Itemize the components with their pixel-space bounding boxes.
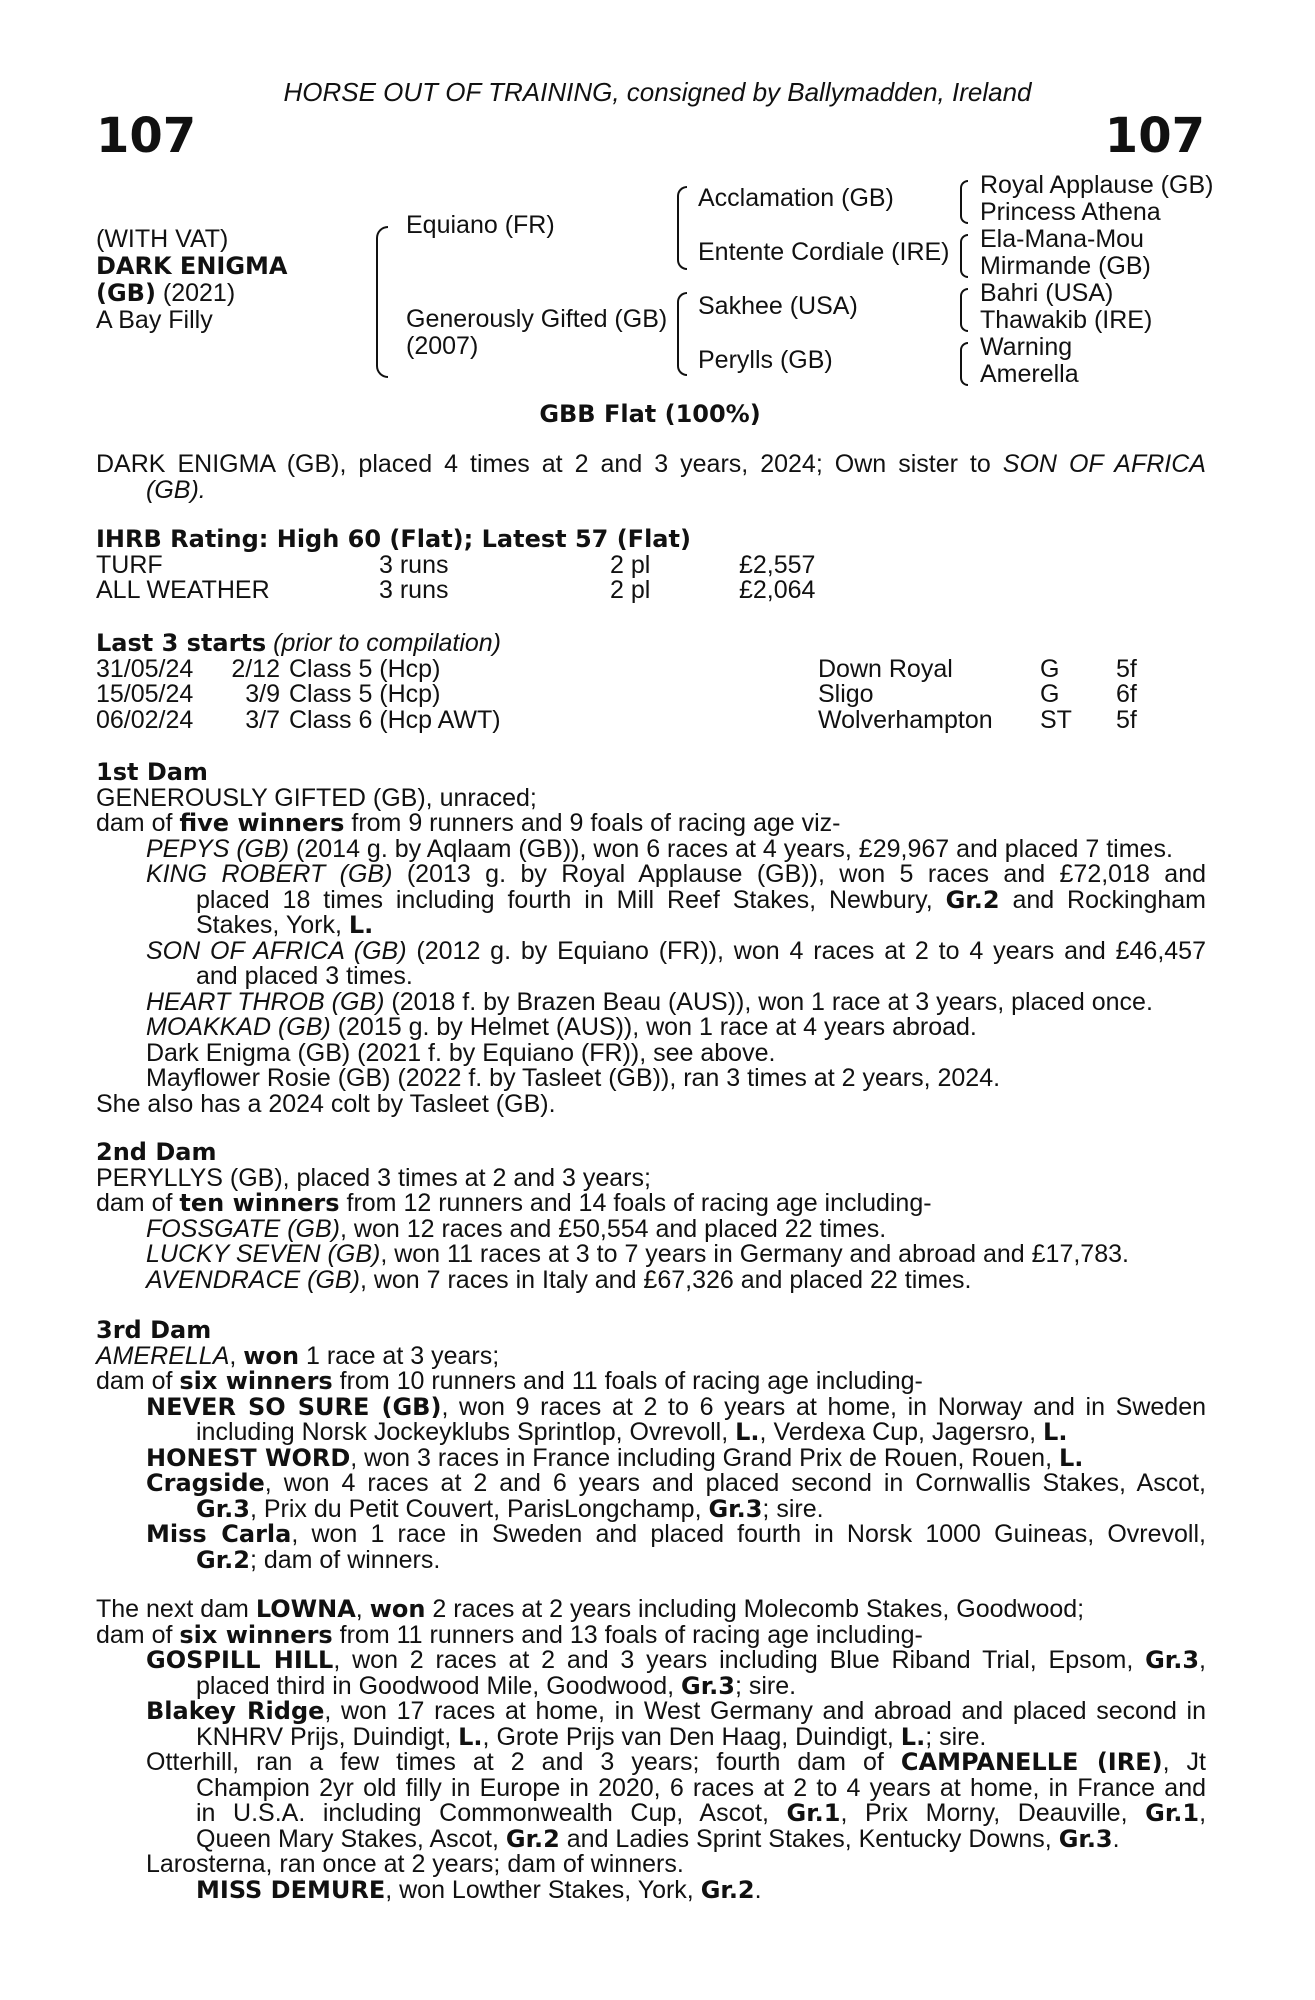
progeny-record: (2014 g. by Aqlaam (GB)), won 6 races at 4 years, £29,967 and placed 7 times. xyxy=(289,834,1173,863)
text: from 11 runners and 13 foals of racing age including- xyxy=(332,1620,923,1649)
brace-dd xyxy=(960,342,968,386)
second-dam-title: 2nd Dam xyxy=(96,1138,217,1166)
progeny-record: , xyxy=(1199,1646,1206,1674)
progeny-record: Queen Mary Stakes, Ascot, xyxy=(196,1824,506,1853)
progeny-name: AVENDRACE (GB) xyxy=(146,1265,360,1294)
grade: Gr.3 xyxy=(196,1494,250,1523)
pedigree-brace-1 xyxy=(376,226,388,378)
grade: Gr.2 xyxy=(196,1545,250,1574)
start-course: Wolverhampton xyxy=(818,705,993,734)
progeny-record: Champion 2yr old filly in Europe in 2020, 6 races at 2 to 4 years at home, in France and xyxy=(196,1773,1206,1802)
progeny-name: KING ROBERT (GB) xyxy=(146,860,393,888)
progeny-record: Mayflower Rosie (GB) (2022 f. by Tasleet (GB)), ran 3 times at 2 years, 2024. xyxy=(146,1064,1001,1092)
grade: L. xyxy=(900,1722,926,1751)
horse-year: (2021) xyxy=(155,279,236,307)
third-dam-block xyxy=(96,1318,1206,1573)
text: The next dam xyxy=(96,1595,256,1623)
progeny-record: ; sire. xyxy=(734,1671,797,1700)
next-dam-name: LOWNA xyxy=(255,1595,356,1623)
ihrb-title: IHRB Rating: High 60 (Flat); Latest 57 (Flat) xyxy=(96,525,691,553)
progeny-record: , won 7 races in Italy and £67,326 and placed 22 times. xyxy=(359,1265,972,1294)
grade: Gr.3 xyxy=(1145,1646,1200,1674)
pedigree-ss: Acclamation (GB) xyxy=(698,184,894,212)
ihrb-runs: 3 runs xyxy=(379,576,449,604)
progeny-record: (2015 g. by Helmet (AUS)), won 1 race at 4 years abroad. xyxy=(330,1013,977,1041)
progeny-record: , won 3 races in France including Grand Prix de Rouen, Rouen, xyxy=(350,1443,1059,1472)
progeny-record: Larosterna, ran once at 2 years; dam of winners. xyxy=(146,1850,684,1878)
grade: Gr.3 xyxy=(1058,1824,1113,1853)
pedigree-sd: Entente Cordiale (IRE) xyxy=(698,238,950,266)
ihrb-block xyxy=(96,527,1206,604)
text: , xyxy=(355,1595,370,1623)
text: dam of xyxy=(96,809,180,837)
grade: Gr.2 xyxy=(945,885,1000,914)
progeny-record: . xyxy=(754,1875,762,1904)
progeny-record: . xyxy=(1112,1824,1120,1853)
progeny-name: MISS DEMURE xyxy=(196,1875,386,1904)
ihrb-amount: £2,064 xyxy=(739,576,816,604)
first-dam-block xyxy=(96,760,1206,1117)
ihrb-row xyxy=(96,550,1206,579)
start-distance: 6f xyxy=(1116,680,1137,708)
grade: L. xyxy=(458,1722,483,1751)
progeny-name: PEPYS (GB) xyxy=(146,834,290,863)
progeny-record: ; sire. xyxy=(762,1494,824,1523)
winners-count: six winners xyxy=(179,1620,333,1649)
pedigree-sss: Royal Applause (GB) xyxy=(980,171,1214,199)
grade: Gr.1 xyxy=(786,1799,841,1827)
progeny-record: ; dam of winners. xyxy=(249,1545,441,1574)
grade: L. xyxy=(735,1418,760,1446)
start-course: Down Royal xyxy=(818,654,953,683)
winners-count: six winners xyxy=(179,1367,333,1395)
progeny-name: Miss Carla xyxy=(146,1520,292,1548)
text: from 10 runners and 11 foals of racing age including- xyxy=(332,1367,923,1395)
pedigree-dd: Perylls (GB) xyxy=(698,346,833,374)
last-starts-note: (prior to compilation) xyxy=(266,629,502,657)
progeny-record: , Grote Prijs van Den Haag, Duindigt, xyxy=(482,1722,901,1751)
start-date: 15/05/24 xyxy=(96,680,194,708)
pedigree-ssd: Princess Athena xyxy=(980,198,1161,226)
progeny-record: (2013 g. by Royal Applause (GB)), won 5 races and £72,018 and xyxy=(392,860,1207,888)
pedigree-sdd: Mirmande (GB) xyxy=(980,252,1151,280)
brace-sd xyxy=(960,234,968,278)
pedigree-ddd: Amerella xyxy=(980,360,1079,388)
progeny-name: CAMPANELLE (IRE) xyxy=(900,1748,1163,1776)
progeny-record: , Verdexa Cup, Jagersro, xyxy=(759,1418,1044,1446)
progeny-record: (2012 g. by Equiano (FR)), won 4 races at 2 to 4 years and £46,457 xyxy=(406,936,1206,965)
text: dam of xyxy=(96,1620,180,1649)
start-going: G xyxy=(1040,654,1060,683)
ihrb-runs: 3 runs xyxy=(379,550,449,579)
text: dam of xyxy=(96,1189,180,1217)
start-row xyxy=(96,705,1206,734)
progeny-record: , won 17 races at home, in West Germany and abroad and placed second in xyxy=(324,1697,1206,1725)
progeny-record: and placed 3 times. xyxy=(196,962,413,990)
summary-suffix: (GB). xyxy=(146,475,206,504)
won-label: won xyxy=(243,1341,300,1370)
progeny-record: KNHRV Prijs, Duindigt, xyxy=(196,1722,459,1751)
start-class: Class 5 (Hcp) xyxy=(289,654,441,683)
grade: Gr.3 xyxy=(708,1494,763,1523)
progeny-record: placed third in Goodwood Mile, Goodwood, xyxy=(196,1671,682,1700)
start-date: 06/02/24 xyxy=(96,705,194,734)
grade: Gr.3 xyxy=(681,1671,735,1700)
progeny-record: , won 11 races at 3 to 7 years in Germany and abroad and £17,783. xyxy=(380,1240,1129,1268)
progeny-record: , won 2 races at 2 and 3 years including Blue Riband Trial, Epsom, xyxy=(333,1646,1146,1674)
pedigree-brace-sire xyxy=(677,186,687,270)
progeny-name: MOAKKAD (GB) xyxy=(146,1013,331,1041)
start-position: 3/9 xyxy=(245,680,280,708)
progeny-name: HONEST WORD xyxy=(146,1443,351,1472)
first-dam-title: 1st Dam xyxy=(96,758,208,786)
text: , xyxy=(229,1341,244,1370)
progeny-record: and Ladies Sprint Stakes, Kentucky Downs, xyxy=(559,1824,1059,1853)
second-dam-name: PERYLLYS (GB), placed 3 times at 2 and 3 years; xyxy=(96,1163,651,1192)
ihrb-placed: 2 pl xyxy=(610,576,651,604)
next-dam-block xyxy=(96,1597,1206,1903)
pedigree-dds: Warning xyxy=(980,333,1073,361)
start-row xyxy=(96,654,1206,683)
progeny-name: GOSPILL HILL xyxy=(146,1646,334,1674)
summary-sister: SON OF AFRICA xyxy=(1002,450,1206,478)
progeny-name: HEART THROB (GB) xyxy=(146,987,385,1016)
start-position: 3/7 xyxy=(245,705,280,734)
progeny-record: ; sire. xyxy=(925,1722,987,1751)
lot-number-left: 107 xyxy=(96,108,197,164)
progeny-record: Stakes, York, xyxy=(196,911,349,939)
progeny-record: , won 1 race in Sweden and placed fourth in Norsk 1000 Guineas, Ovrevoll, xyxy=(291,1520,1206,1548)
first-dam-name: GENEROUSLY GIFTED (GB), unraced; xyxy=(96,783,537,812)
horse-name: DARK ENIGMA xyxy=(96,252,288,280)
progeny-record: Otterhill, ran a few times at 2 and 3 years; fourth dam of xyxy=(146,1748,901,1776)
progeny-name: LUCKY SEVEN (GB) xyxy=(146,1240,381,1268)
summary-text: DARK ENIGMA (GB), placed 4 times at 2 and 3 years, 2024; Own sister to xyxy=(96,450,1003,478)
start-course: Sligo xyxy=(818,680,874,708)
pedigree-dam-year: (2007) xyxy=(406,332,479,360)
rating-line: GBB Flat (100%) xyxy=(539,400,761,428)
progeny-record: , won 9 races at 2 to 6 years at home, in Norway and in Sweden xyxy=(441,1392,1206,1421)
start-going: ST xyxy=(1040,705,1072,734)
summary xyxy=(96,452,1206,503)
pedigree-sds: Ela-Mana-Mou xyxy=(980,225,1144,253)
progeny-name: NEVER SO SURE (GB) xyxy=(146,1392,442,1421)
progeny-record: , won 4 races at 2 and 6 years and placed second in Cornwallis Stakes, Ascot, xyxy=(264,1469,1206,1497)
progeny-record: , won Lowther Stakes, York, xyxy=(385,1875,701,1904)
foal-note: She also has a 2024 colt by Tasleet (GB). xyxy=(96,1089,556,1118)
start-class: Class 5 (Hcp) xyxy=(289,680,441,708)
text: from 12 runners and 14 foals of racing age including- xyxy=(339,1189,932,1217)
winners-count: five winners xyxy=(179,809,345,837)
horse-description: A Bay Filly xyxy=(96,306,213,334)
pedigree-ds: Sakhee (USA) xyxy=(698,292,858,320)
brace-ds xyxy=(960,288,968,332)
horse-suffix: (GB) xyxy=(96,279,156,307)
progeny-name: Cragside xyxy=(146,1469,265,1497)
ihrb-placed: 2 pl xyxy=(610,550,651,579)
grade: L. xyxy=(1058,1443,1084,1472)
horse-identity xyxy=(96,226,288,334)
start-row xyxy=(96,682,1206,708)
grade: Gr.1 xyxy=(1145,1799,1200,1827)
third-dam-title: 3rd Dam xyxy=(96,1316,212,1344)
text: dam of xyxy=(96,1367,180,1395)
vat-label: (WITH VAT) xyxy=(96,225,229,253)
pedigree-dsd: Thawakib (IRE) xyxy=(980,306,1153,334)
progeny-record: Dark Enigma (GB) (2021 f. by Equiano (FR)), see above. xyxy=(146,1038,776,1067)
won-label: won xyxy=(369,1595,426,1623)
grade: Gr.2 xyxy=(505,1824,560,1853)
progeny-name: Blakey Ridge xyxy=(146,1697,325,1725)
start-class: Class 6 (Hcp AWT) xyxy=(289,705,501,734)
ihrb-surface: TURF xyxy=(96,550,163,579)
progeny-record: placed 18 times including fourth in Mill Reef Stakes, Newbury, xyxy=(196,885,946,914)
progeny-record: , Jt xyxy=(1162,1748,1206,1776)
second-dam-block xyxy=(96,1140,1206,1293)
text: from 9 runners and 9 foals of racing age viz- xyxy=(344,809,841,837)
progeny-record: , Prix du Petit Couvert, ParisLongchamp, xyxy=(249,1494,709,1523)
pedigree-brace-dam xyxy=(677,292,687,376)
start-distance: 5f xyxy=(1116,705,1137,734)
grade: Gr.2 xyxy=(700,1875,755,1904)
progeny-record: , won 12 races and £50,554 and placed 22 times. xyxy=(340,1214,887,1243)
start-going: G xyxy=(1040,680,1060,708)
start-date: 31/05/24 xyxy=(96,654,194,683)
grade: L. xyxy=(1043,1418,1068,1446)
lot-number-right: 107 xyxy=(1104,108,1205,164)
last-starts-block xyxy=(96,631,1206,733)
ihrb-amount: £2,557 xyxy=(739,550,816,579)
progeny-record: (2018 f. by Brazen Beau (AUS)), won 1 race at 3 years, placed once. xyxy=(384,987,1153,1016)
progeny-record: , xyxy=(1199,1799,1207,1827)
ihrb-surface: ALL WEATHER xyxy=(96,576,270,604)
pedigree-dam: Generously Gifted (GB) xyxy=(406,305,668,333)
grade: L. xyxy=(348,911,374,939)
text: 2 races at 2 years including Molecomb Stakes, Goodwood; xyxy=(425,1595,1085,1623)
last-starts-title: Last 3 starts xyxy=(96,629,267,657)
pedigree-dss: Bahri (USA) xyxy=(980,279,1114,307)
progeny-record: including Norsk Jockeyklubs Sprintlop, Ovrevoll, xyxy=(196,1418,736,1446)
progeny-name: SON OF AFRICA (GB) xyxy=(146,936,407,965)
pedigree-sire: Equiano (FR) xyxy=(406,211,555,239)
consignment-header: HORSE OUT OF TRAINING, consigned by Ballymadden, Ireland xyxy=(283,77,1032,107)
start-position: 2/12 xyxy=(231,654,280,683)
progeny-record: and Rockingham xyxy=(999,885,1206,914)
progeny-record: , Prix Morny, Deauville, xyxy=(840,1799,1146,1827)
progeny-record: in U.S.A. including Commonwealth Cup, Ascot, xyxy=(196,1799,787,1827)
ihrb-row xyxy=(96,578,1206,604)
winners-count: ten winners xyxy=(179,1189,340,1217)
progeny-name: FOSSGATE (GB) xyxy=(146,1214,340,1243)
brace-ss xyxy=(960,180,968,224)
start-distance: 5f xyxy=(1116,654,1137,683)
text: 1 race at 3 years; xyxy=(299,1341,500,1370)
third-dam-name: AMERELLA xyxy=(96,1341,230,1370)
